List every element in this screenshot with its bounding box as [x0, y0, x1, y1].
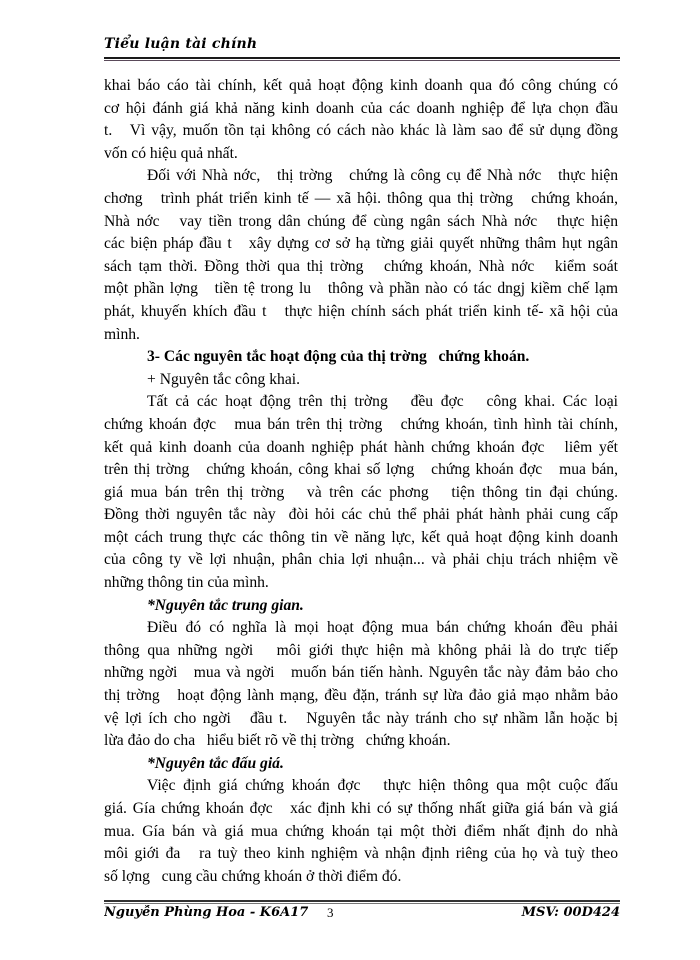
text-line: những thông tin của mình. — [104, 574, 269, 592]
text-line: vệ lợi ích cho ngời đầu t. Nguyên tắc này tránh cho sự nhầm lẫn hoặc bị — [104, 709, 618, 727]
text-line: chứng khoán đợc mua bán trên thị trờng chứng khoán, tình hình tài chính, — [104, 415, 618, 433]
text-line: *Nguyên tắc trung gian. — [147, 596, 304, 614]
text-line: của công ty về lợi nhuận, phân chia lợi nhuận... và phải chịu trách nhiệm về — [104, 551, 618, 569]
text-line: kết quả kinh doanh của doanh nghiệp phát hành chứng khoán đợc liêm yết — [104, 438, 618, 456]
text-line: *Nguyên tắc đấu giá. — [147, 754, 284, 772]
text-line: mua. Gía bán và giá mua chứng khoán tại một thời điểm nhất định do nhà — [104, 822, 618, 840]
text-line: Việc định giá chứng khoán đợc thực hiện thông qua một cuộc đấu — [147, 777, 618, 795]
text-line: một cách trung thực các thông tin về năng lực, kết quả hoạt động kinh doanh — [104, 528, 618, 546]
document-body — [104, 75, 618, 888]
text-line: những ngời mua và ngời muốn bán tiến hành. Nguyên tắc này đảm bảo cho — [104, 664, 618, 682]
text-line: mình. — [104, 325, 140, 343]
header-title: Tiểu luận tài chính — [104, 36, 258, 52]
text-line: lừa đảo do cha hiểu biết rõ về thị trờng chứng khoán. — [104, 732, 451, 750]
text-line: cơ hội đánh giá khả năng kinh doanh của các doanh nghiệp để lựa chọn đầu — [104, 99, 618, 117]
footer-student-id: MSV: 00D424 — [521, 905, 620, 919]
text-line: giá mua bán trên thị trờng và trên các phơng tiện thông tin đại chúng. — [104, 483, 618, 501]
text-line: thị trờng hoạt động lành mạng, đều đặn, tránh sự lừa đảo giả mạo nhằm bảo — [104, 687, 618, 705]
page-number: 3 — [327, 905, 334, 919]
text-line: phát, khuyến khích đầu t thực hiện chính sách phát triển kinh tế- xã hội của — [104, 302, 618, 320]
text-line: khai báo cáo tài chính, kết quả hoạt động kinh doanh qua đó công chúng có — [104, 77, 618, 94]
text-line: số lợng cung cầu chứng khoán ở thời điểm đó. — [104, 867, 402, 885]
text-line: t. Vì vậy, muốn tồn tại không có cách nào khác là làm sao để sử dụng đồng — [104, 122, 618, 140]
text-line: trên thị trờng chứng khoán, công khai số lợng chứng khoán đợc mua bán, — [104, 461, 618, 479]
text-line: Tất cả các hoạt động trên thị trờng đều đợc công khai. Các loại — [147, 393, 618, 411]
text-line: môi giới đa ra tuỳ theo kinh nghiệm và nhận định riêng của họ và tuỳ theo — [104, 845, 618, 863]
text-line: một phần lợng tiền tệ trong lu thông và phần nào có tác dngj kiềm chế lạm — [104, 280, 618, 298]
footer-double-rule — [104, 900, 620, 904]
text-line: 3- Các nguyên tắc hoạt động của thị trờng chứng khoán. — [147, 348, 530, 366]
text-line: thông qua những ngời môi giới thực hiện mà không phải là do trực tiếp — [104, 641, 618, 659]
text-line: Điều đó có nghĩa là mọi hoạt động mua bán chứng khoán đều phải — [147, 619, 618, 637]
header-double-rule — [104, 57, 620, 61]
text-line: giá. Gía chứng khoán đợc xác định khi có sự thống nhất giữa giá bán và giá — [104, 800, 618, 817]
text-line: sách tạm thời. Đồng thời qua thị trờng chứng khoán, Nhà nớc kiểm soát — [104, 257, 618, 275]
text-line: + Nguyên tắc công khai. — [147, 370, 300, 388]
text-line: các biện pháp đầu t xây dựng cơ sở hạ từng giải quyết những thâm hụt ngân — [104, 235, 618, 253]
page-footer — [104, 905, 620, 919]
text-line: Nhà nớc vay tiền trong dân chúng để cùng ngân sách Nhà nớc thực hiện — [104, 212, 618, 230]
footer-author: Nguyễn Phùng Hoa - K6A17 — [104, 905, 309, 919]
text-line: Đối với Nhà nớc, thị trờng chứng là công cụ để Nhà nớc thực hiện — [147, 167, 618, 185]
text-line: vốn có hiệu quả nhất. — [104, 144, 238, 162]
text-line: chơng trình phát triển kinh tế — xã hội. thông qua thị trờng chứng khoán, — [104, 189, 618, 207]
text-line: Đồng thời nguyên tắc này đòi hỏi các chủ thể phải phát hành phải cung cấp — [104, 506, 618, 524]
